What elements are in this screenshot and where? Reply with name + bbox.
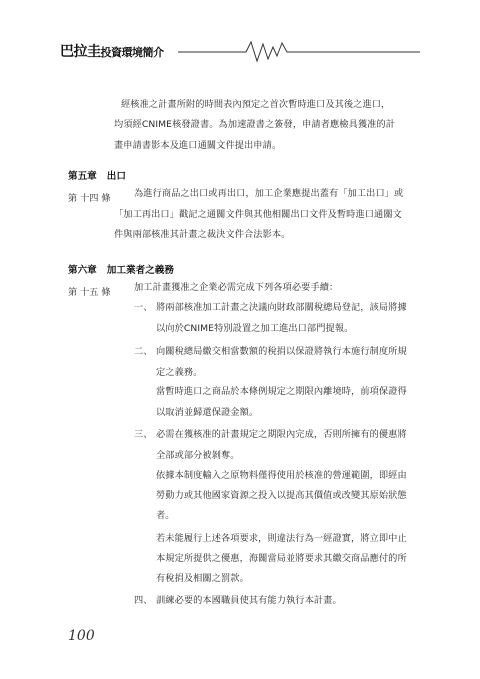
item3-line-3: 依據本制度輸入之原物料僅得使用於核准的營運範圍，即經由 — [156, 470, 407, 481]
page-number: 100 — [68, 628, 95, 644]
item3-line-5: 者。 — [156, 510, 175, 521]
item1-line-2: 以向於CNIME特別設置之加工進出口部門提報。 — [156, 323, 354, 334]
article15-text: 加工計畫獲准之企業必需完成下列各項必要手續： — [134, 282, 339, 293]
item4-marker: 四、 — [134, 595, 153, 606]
item3-line-1: 必需在獲核准的計畫規定之期限內完成，否則所擁有的優惠將 — [156, 429, 407, 440]
header-title-main: 巴拉圭 — [60, 44, 101, 60]
intro-line-3: 畫申請書影本及進口通關文件提出申請。 — [114, 140, 282, 151]
item1-marker: 一、 — [134, 302, 153, 313]
item3-line-7: 本規定所提供之優惠，海關當局並將要求其繳交商品應付的所 — [156, 553, 407, 564]
item3-line-2: 全部或部分被剝奪。 — [156, 450, 240, 461]
intro-line-2: 均須經CNIME核發證書。為加速證書之簽發，申請者應檢具獲准的計 — [114, 119, 395, 130]
item3-line-6: 若未能履行上述各項要求，則違法行為一經證實，將立即中止 — [156, 533, 407, 544]
running-header — [60, 38, 420, 64]
chapter5-heading — [68, 168, 126, 182]
article14-label: 第 十四 條 — [68, 193, 111, 204]
item2-line-3: 當暫時進口之商品於本條例規定之期限內離境時，前項保證得 — [156, 386, 407, 397]
header-title — [60, 41, 164, 61]
item3-marker: 三、 — [134, 429, 153, 440]
chapter6-number: 第六章 — [68, 265, 97, 276]
header-title-sub: 投資環境簡介 — [100, 46, 164, 59]
chapter5-number: 第五章 — [68, 171, 97, 182]
item2-line-2: 定之義務。 — [156, 367, 203, 378]
item1-line-1: 將兩部核准加工計畫之決議向財政部關稅總局登記，該局將據 — [156, 302, 407, 313]
article15-label: 第 十五 條 — [68, 287, 111, 298]
item3-line-4: 勞動力或其他國家資源之投入以提高其價值或改變其原始狀態 — [156, 490, 407, 501]
item2-line-1: 向關稅總局繳交相當數額的稅捐以保證將執行本施行制度所規 — [156, 346, 407, 357]
heartbeat-line-icon — [178, 38, 420, 64]
article14-line-3: 件與兩部核准其計畫之裁決文件合法影本。 — [114, 229, 291, 240]
item3-line-8: 有稅捐及相關之罰款。 — [156, 573, 249, 584]
chapter6-title: 加工業者之義務 — [106, 265, 174, 276]
chapter5-title: 出口 — [106, 171, 126, 182]
item4-line-1: 訓練必要的本國職員使其有能力執行本計畫。 — [156, 595, 342, 606]
item2-marker: 二、 — [134, 346, 153, 357]
item2-line-4: 以取消並歸還保證金額。 — [156, 407, 259, 418]
chapter6-heading — [68, 262, 174, 276]
article14-line-2: 「加工再出口」戳記之通關文件與其他相關出口文件及暫時進口通關文 — [114, 209, 402, 220]
article14-line-1: 為進行商品之出口或再出口，加工企業應提出蓋有「加工出口」或 — [134, 188, 404, 199]
intro-line-1: 經核准之計畫所附的時間表內預定之首次暫時進口及其後之進口， — [121, 99, 391, 110]
